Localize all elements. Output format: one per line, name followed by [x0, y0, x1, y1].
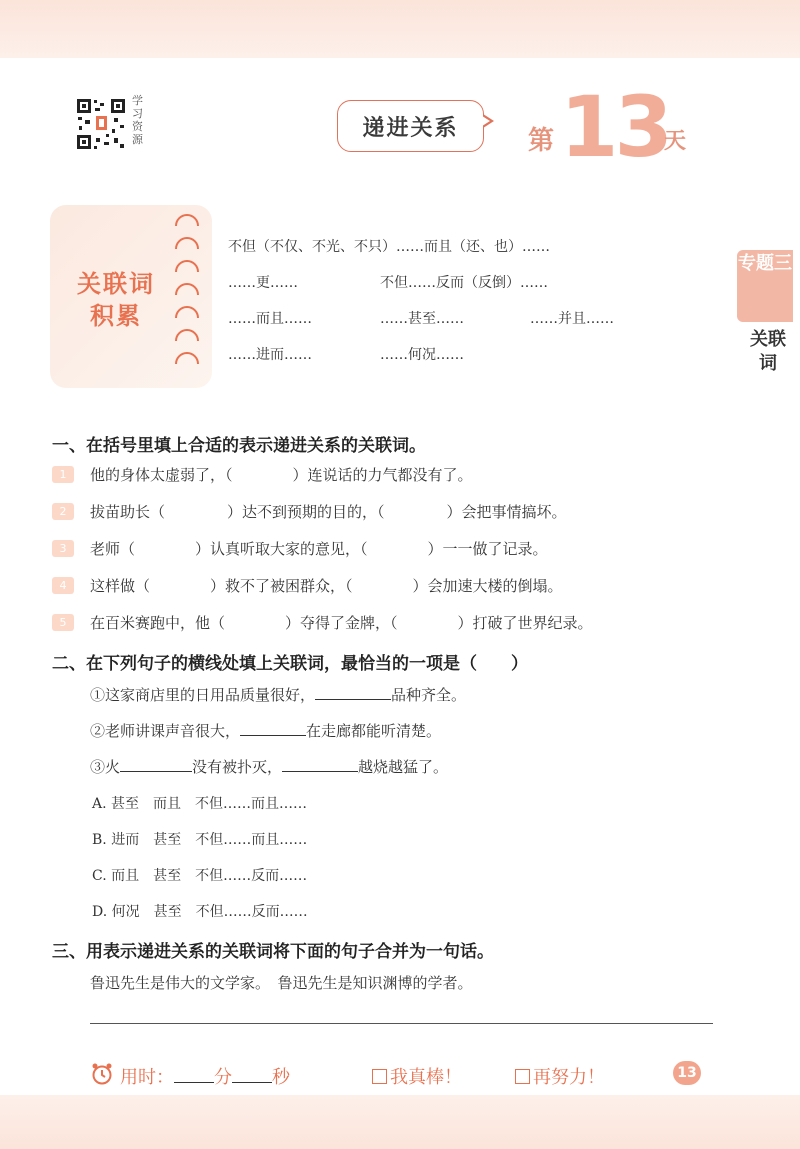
vocab-item: ……甚至……	[380, 311, 464, 327]
section-3-text: 鲁迅先生是伟大的文学家。 鲁迅先生是知识渊博的学者。	[90, 974, 473, 992]
vocab-item: ……而且……	[228, 311, 312, 327]
binder-rings-icon	[172, 208, 202, 384]
vocab-title-line2: 积累	[90, 301, 142, 330]
section-1-title: 一、在括号里填上合适的表示递进关系的关联词。	[52, 436, 426, 456]
day-prefix: 第	[528, 126, 555, 156]
second-blank[interactable]	[232, 1066, 272, 1083]
side-subject-label: 关联词	[750, 329, 786, 374]
question-text: ）连说话的力气都没有了。	[292, 466, 473, 484]
time-record	[120, 1063, 290, 1089]
self-rating-great[interactable]	[372, 1063, 462, 1089]
section-2-title: 二、在下列句子的横线处填上关联词，最恰当的一项是（ ）	[52, 654, 528, 674]
checkbox[interactable]	[372, 1069, 387, 1084]
sentence-text: 没有被扑灭，	[192, 758, 283, 776]
sentence-2	[90, 720, 441, 741]
sentence-text: 在走廊都能听清楚。	[306, 722, 442, 740]
question-text: ）认真听取大家的意见，（	[195, 540, 368, 558]
fill-blank[interactable]	[120, 757, 192, 772]
minute-blank[interactable]	[174, 1066, 214, 1083]
question-text: 在百米赛跑中，他（	[90, 614, 226, 632]
page-number: 13	[673, 1061, 701, 1085]
question-text: ）一一做了记录。	[427, 540, 548, 558]
sentence-text: ②老师讲课声音很大，	[90, 722, 241, 740]
question-2	[90, 501, 567, 522]
top-decor-band	[0, 0, 800, 58]
question-number: 4	[52, 577, 74, 594]
qr-code-icon	[76, 98, 126, 150]
rating-label: 再努力！	[533, 1067, 605, 1088]
minute-label: 分	[214, 1067, 232, 1088]
vocab-item: ……更……	[228, 275, 298, 291]
vocab-item: ……何况……	[380, 347, 464, 363]
question-text: ）夺得了金牌，（	[285, 614, 398, 632]
side-topic-tab: 专题三	[737, 250, 793, 322]
question-text: ）会加速大楼的倒塌。	[412, 577, 563, 595]
fill-blank[interactable]	[240, 721, 306, 736]
day-suffix: 天	[664, 128, 687, 154]
question-1	[90, 464, 473, 485]
vocab-item: 不但……反而（反倒）……	[380, 275, 548, 291]
question-text: ）救不了被困群众，（	[210, 577, 353, 595]
checkbox[interactable]	[515, 1069, 530, 1084]
fill-blank[interactable]	[315, 685, 391, 700]
question-text: ）达不到预期的目的，（	[227, 503, 385, 521]
vocab-item: 不但（不仅、不光、不只）……而且（还、也）……	[228, 239, 550, 255]
vocab-item: ……进而……	[228, 347, 312, 363]
rating-label: 我真棒！	[390, 1067, 462, 1088]
self-rating-effort[interactable]	[515, 1063, 605, 1089]
question-number: 5	[52, 614, 74, 631]
sentence-text: ③火	[90, 758, 121, 776]
sentence-text: 越烧越猛了。	[358, 758, 449, 776]
lesson-title: 递进关系	[337, 100, 484, 152]
question-5	[90, 612, 593, 633]
option-d[interactable]: D. 何况 甚至 不但……反而……	[92, 904, 308, 920]
question-number: 3	[52, 540, 74, 557]
question-text: 老师（	[90, 540, 136, 558]
sentence-text: ①这家商店里的日用品质量很好，	[90, 686, 316, 704]
bottom-decor-band	[0, 1095, 800, 1149]
question-number: 2	[52, 503, 74, 520]
time-label: 用时：	[120, 1067, 174, 1088]
qr-label: 学习资源	[132, 94, 143, 146]
sentence-1	[90, 684, 466, 705]
question-text: 拔苗助长（	[90, 503, 166, 521]
question-text: 这样做（	[90, 577, 151, 595]
question-text: ）打破了世界纪录。	[457, 614, 593, 632]
question-3	[90, 538, 548, 559]
vocab-item: ……并且……	[530, 311, 614, 327]
sentence-3	[90, 756, 448, 777]
fill-blank[interactable]	[282, 757, 358, 772]
vocab-title	[76, 268, 156, 332]
option-a[interactable]: A. 甚至 而且 不但……而且……	[92, 796, 308, 812]
section-3-title: 三、用表示递进关系的关联词将下面的句子合并为一句话。	[52, 942, 494, 962]
option-b[interactable]: B. 进而 甚至 不但……而且……	[92, 832, 308, 848]
question-text: ）会把事情搞坏。	[446, 503, 567, 521]
question-number: 1	[52, 466, 74, 483]
answer-line[interactable]	[90, 1023, 713, 1024]
question-4	[90, 575, 563, 596]
option-c[interactable]: C. 而且 甚至 不但……反而……	[92, 868, 308, 884]
vocab-title-line1: 关联词	[77, 269, 155, 298]
alarm-clock-icon	[90, 1062, 114, 1086]
second-label: 秒	[272, 1067, 290, 1088]
day-number: 13	[560, 78, 669, 176]
sentence-text: 品种齐全。	[391, 686, 467, 704]
title-bubble-tail-inner	[479, 114, 490, 128]
question-text: 他的身体太虚弱了，（	[90, 466, 233, 484]
